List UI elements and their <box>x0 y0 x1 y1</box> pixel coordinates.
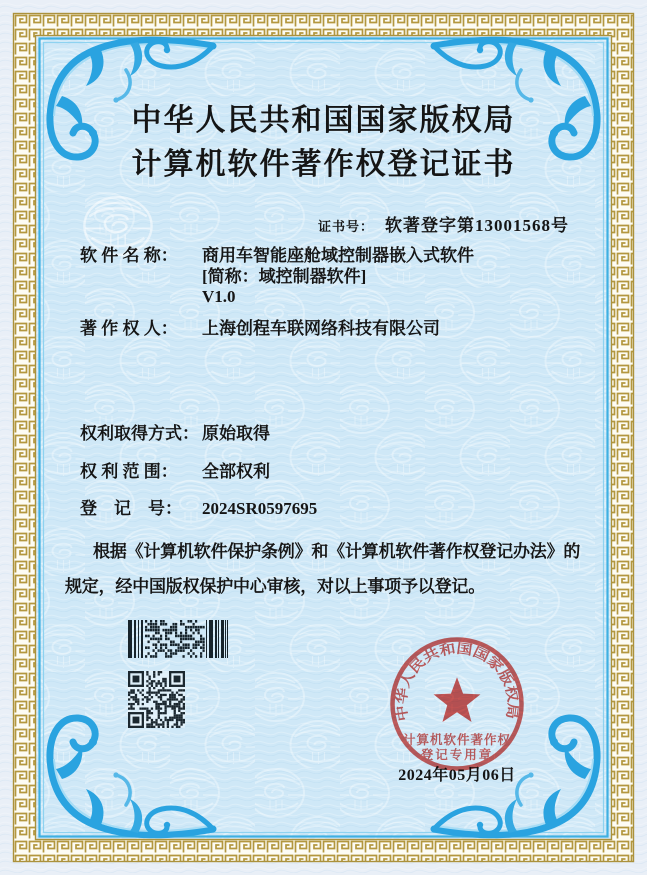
registration-number-value: 2024SR0597695 <box>202 499 318 518</box>
statement-line2: 规定，经中国版权保护中心审核，对以上事项予以登记。 <box>65 577 485 596</box>
field-label-acquisition-method: 权利取得方式： <box>80 424 199 443</box>
software-name-line1: 商用车智能座舱域控制器嵌入式软件 <box>202 246 474 265</box>
software-version: V1.0 <box>202 287 236 306</box>
field-label-copyright-owner: 著 作 权 人： <box>80 319 178 338</box>
certificate-number <box>301 204 569 247</box>
field-label-registration-number: 登 记 号： <box>80 499 182 518</box>
certificate-title: 计算机软件著作权登记证书 <box>131 148 516 181</box>
statement-line1: 根据《计算机软件保护条例》和《计算机软件著作权登记办法》的 <box>93 542 581 561</box>
field-label-software-name: 软 件 名 称： <box>80 246 178 265</box>
field-label-rights-scope: 权 利 范 围： <box>80 462 178 481</box>
qr-code <box>128 671 185 728</box>
seal-bottom-line2: 登记专用章 <box>420 748 494 762</box>
certificate-number-label: 证书号： <box>317 219 374 234</box>
software-name-line2: [简称：域控制器软件] <box>202 267 367 286</box>
seal-bottom-line1: 计算机软件著作权 <box>402 733 512 747</box>
barcode <box>128 620 228 658</box>
acquisition-method-value: 原始取得 <box>202 424 270 443</box>
issue-date: 2024年05月06日 <box>398 767 516 784</box>
authority-title: 中华人民共和国国家版权局 <box>131 104 516 137</box>
seal-ring-text: 中华人民共和国国家版权局 <box>393 640 521 723</box>
red-star-icon <box>434 677 481 722</box>
official-seal <box>384 631 530 777</box>
certificate-number-value: 软著登字第13001568号 <box>385 216 569 235</box>
copyright-owner-value: 上海创程车联网络科技有限公司 <box>202 319 440 338</box>
rights-scope-value: 全部权利 <box>202 462 270 481</box>
